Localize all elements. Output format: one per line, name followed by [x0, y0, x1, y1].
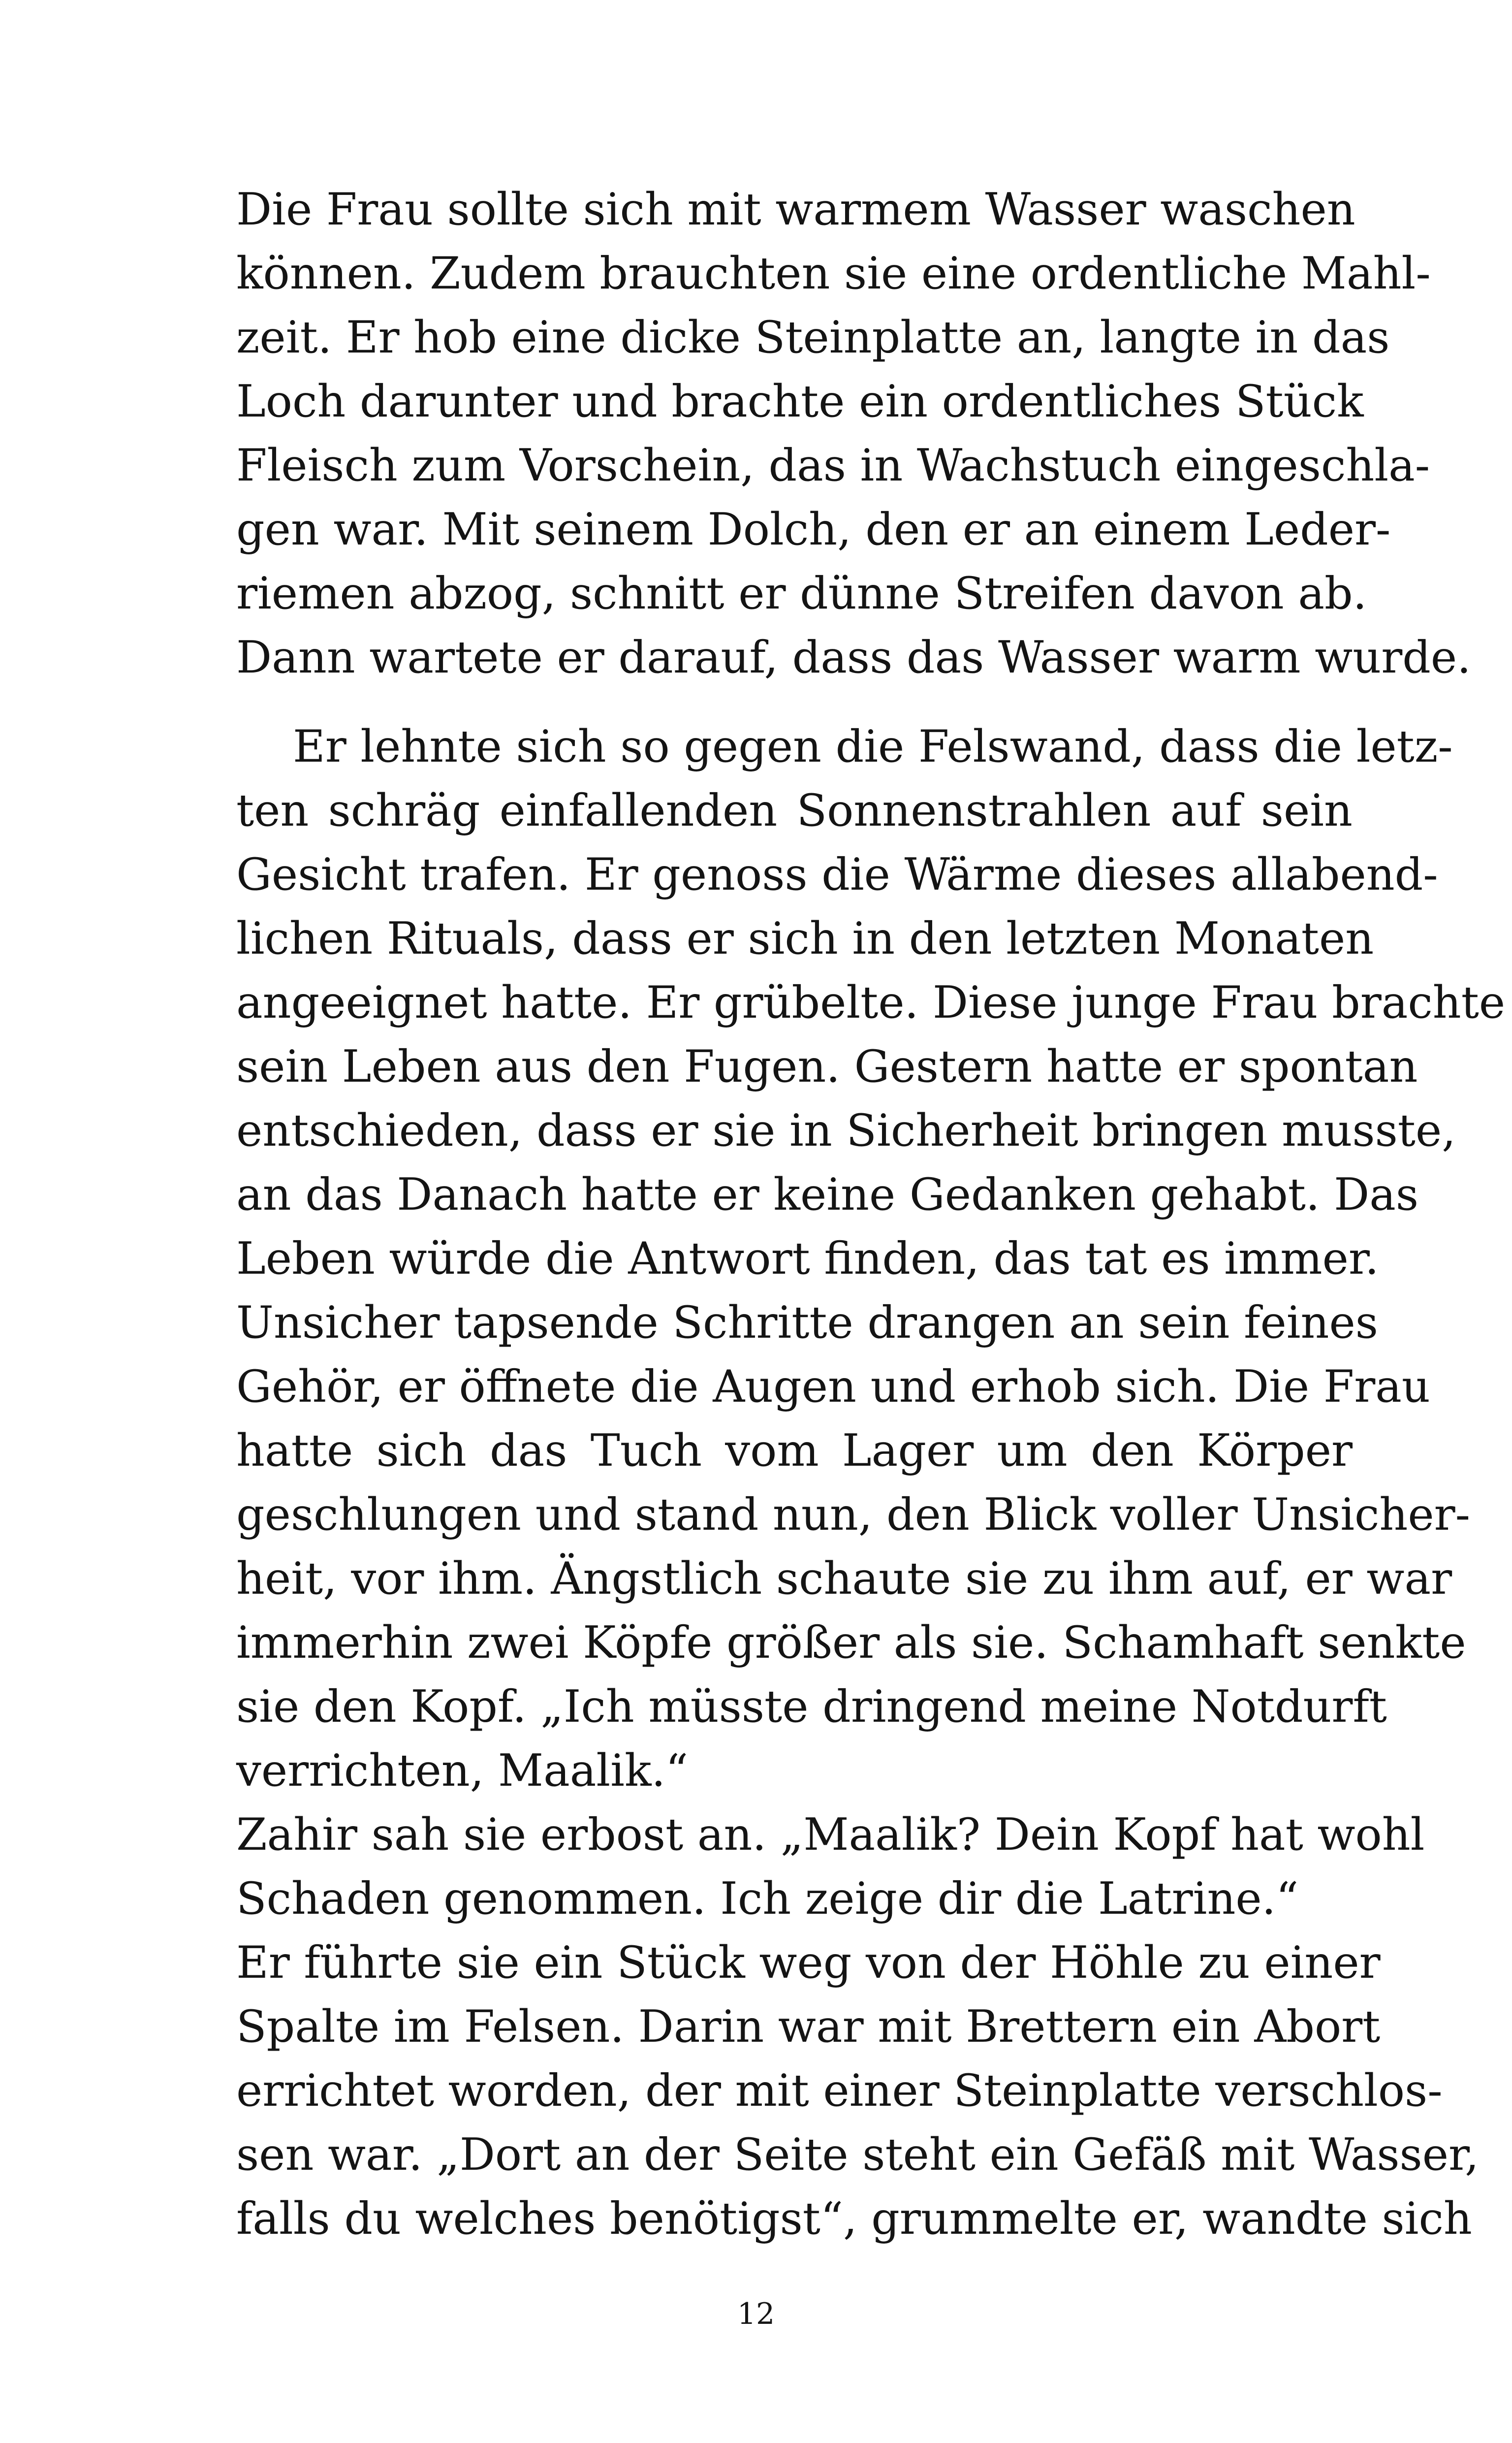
text-line: geschlungen und stand nun, den Blick voller Unsicher-: [236, 1489, 1471, 1541]
text-line: Gehör, er öffnete die Augen und erhob sich. Die Frau: [236, 1361, 1430, 1413]
text-line: angeeignet hatte. Er grübelte. Diese junge Frau brachte: [236, 977, 1506, 1029]
text-line: hatte sich das Tuch vom Lager um den Körper: [236, 1425, 1353, 1477]
text-line: Er lehnte sich so gegen die Felswand, dass die letz-: [293, 721, 1453, 772]
page-number: 12: [737, 2297, 775, 2331]
text-line: Dann wartete er darauf, dass das Wasser warm wurde.: [236, 632, 1471, 683]
text-line: errichtet worden, der mit einer Steinplatte verschlos-: [236, 2065, 1443, 2117]
text-line: können. Zudem brauchten sie eine ordentliche Mahl-: [236, 248, 1431, 299]
text-line: Gesicht trafen. Er genoss die Wärme dieses allabend-: [236, 849, 1438, 900]
text-line: Spalte im Felsen. Darin war mit Brettern ein Abort: [236, 2001, 1381, 2053]
text-line: gen war. Mit seinem Dolch, den er an einem Leder-: [236, 504, 1391, 555]
text-line: an das Danach hatte er keine Gedanken gehabt. Das: [236, 1169, 1419, 1221]
text-line: ten schräg einfallenden Sonnenstrahlen auf sein: [236, 785, 1353, 836]
text-line: riemen abzog, schnitt er dünne Streifen davon ab.: [236, 568, 1367, 619]
text-line: Er führte sie ein Stück weg von der Höhle zu einer: [236, 1937, 1381, 1989]
text-line: Leben würde die Antwort finden, das tat es immer.: [236, 1233, 1379, 1285]
text-line: Zahir sah sie erbost an. „Maalik? Dein Kopf hat wohl: [236, 1809, 1425, 1861]
text-line: Schaden genommen. Ich zeige dir die Latrine.“: [236, 1873, 1299, 1925]
text-line: sein Leben aus den Fugen. Gestern hatte er spontan: [236, 1041, 1418, 1093]
text-line: Loch darunter und brachte ein ordentliches Stück: [236, 376, 1364, 427]
text-line: sen war. „Dort an der Seite steht ein Gefäß mit Wasser,: [236, 2129, 1479, 2181]
text-line: Fleisch zum Vorschein, das in Wachstuch eingeschla-: [236, 440, 1430, 491]
text-line: entschieden, dass er sie in Sicherheit bringen musste,: [236, 1105, 1456, 1157]
text-line: zeit. Er hob eine dicke Steinplatte an, langte in das: [236, 312, 1390, 363]
paragraph-1: [236, 178, 1471, 690]
text-line: Die Frau sollte sich mit warmem Wasser waschen: [236, 184, 1355, 235]
text-line: Unsicher tapsende Schritte drangen an sein feines: [236, 1297, 1378, 1349]
text-line: verrichten, Maalik.“: [236, 1745, 689, 1797]
text-line: immerhin zwei Köpfe größer als sie. Schamhaft senkte: [236, 1617, 1466, 1669]
paragraph-2: [236, 715, 1506, 2251]
text-line: heit, vor ihm. Ängstlich schaute sie zu ihm auf, er war: [236, 1553, 1452, 1605]
text-line: lichen Rituals, dass er sich in den letzten Monaten: [236, 913, 1374, 964]
text-line: falls du welches benötigst“, grummelte er, wandte sich: [236, 2193, 1472, 2245]
text-line: sie den Kopf. „Ich müsste dringend meine Notdurft: [236, 1681, 1387, 1733]
